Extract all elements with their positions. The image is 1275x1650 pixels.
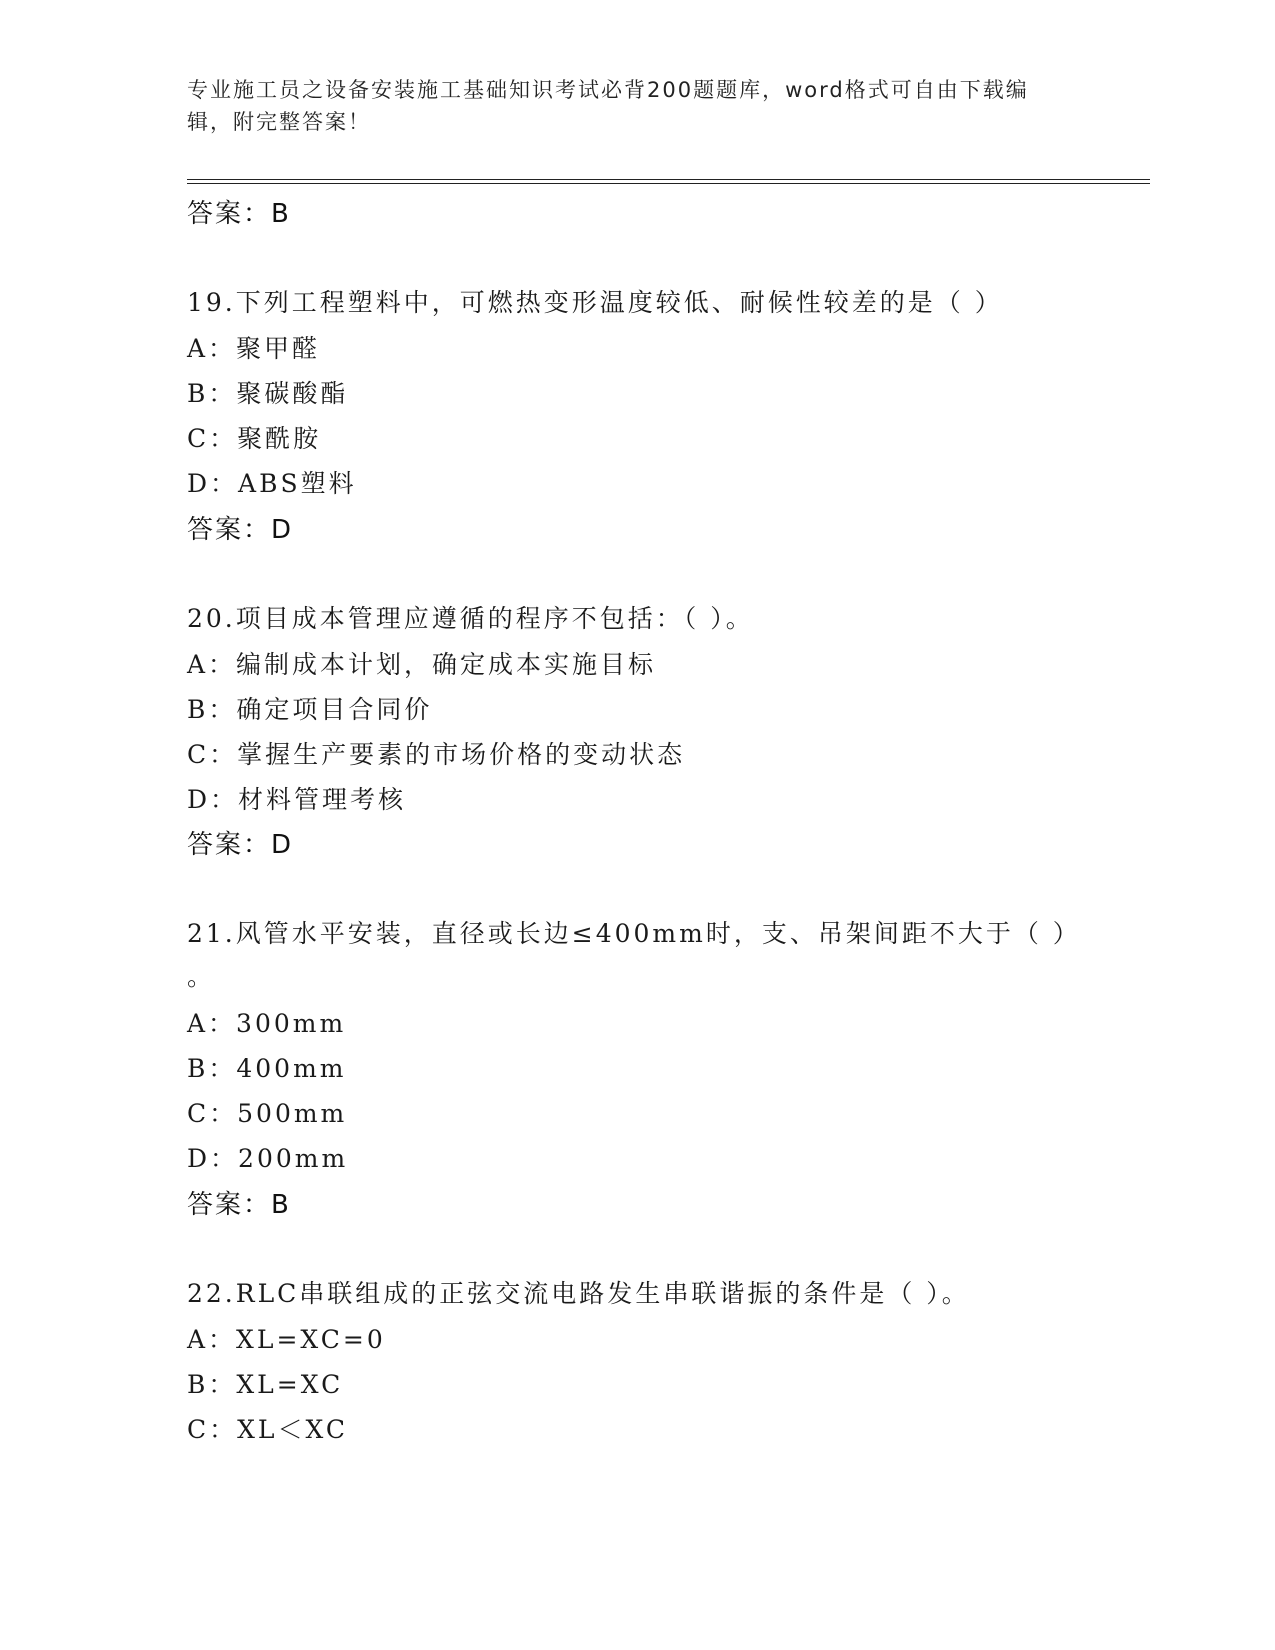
document-header: 专业施工员之设备安装施工基础知识考试必背200题题库，word格式可自由下载编辑，附完整答案！ <box>187 78 1029 134</box>
question-20-option-d: D：材料管理考核 <box>187 785 407 814</box>
question-20-option-b: B：确定项目合同价 <box>187 695 433 724</box>
question-21-stem-continuation: 。 <box>187 962 216 991</box>
question-21-option-a: A：300mm <box>187 1009 347 1038</box>
question-19-option-b: B：聚碳酸酯 <box>187 379 349 408</box>
question-21-option-b: B：400mm <box>187 1054 347 1083</box>
question-21-stem: 21.风管水平安装，直径或长边≤400mm时，支、吊架间距不大于（ ） <box>187 919 1081 948</box>
question-22-option-a: A：XL=XC=0 <box>187 1325 386 1354</box>
question-20-answer: 答案：D <box>187 830 294 860</box>
question-21-answer: 答案：B <box>187 1190 291 1220</box>
question-21-option-d: D：200mm <box>187 1144 349 1173</box>
question-22-option-c: C：XL＜XC <box>187 1415 349 1444</box>
question-19-option-a: A：聚甲醛 <box>187 334 321 363</box>
header-divider <box>187 179 1150 180</box>
question-21-option-c: C：500mm <box>187 1099 348 1128</box>
question-20-option-c: C：掌握生产要素的市场价格的变动状态 <box>187 740 686 769</box>
question-19-answer: 答案：D <box>187 515 294 545</box>
question-22-stem: 22.RLC串联组成的正弦交流电路发生串联谐振的条件是（ ）。 <box>187 1279 970 1308</box>
question-22-option-b: B：XL=XC <box>187 1370 344 1399</box>
question-19-option-d: D：ABS塑料 <box>187 469 357 498</box>
question-19-option-c: C：聚酰胺 <box>187 424 322 453</box>
question-20-stem: 20.项目成本管理应遵循的程序不包括：（ ）。 <box>187 604 754 633</box>
question-20-option-a: A：编制成本计划，确定成本实施目标 <box>187 650 657 679</box>
header-divider-second <box>187 183 1150 184</box>
previous-answer: 答案：B <box>187 199 291 229</box>
question-19-stem: 19.下列工程塑料中，可燃热变形温度较低、耐候性较差的是（ ） <box>187 288 1003 317</box>
